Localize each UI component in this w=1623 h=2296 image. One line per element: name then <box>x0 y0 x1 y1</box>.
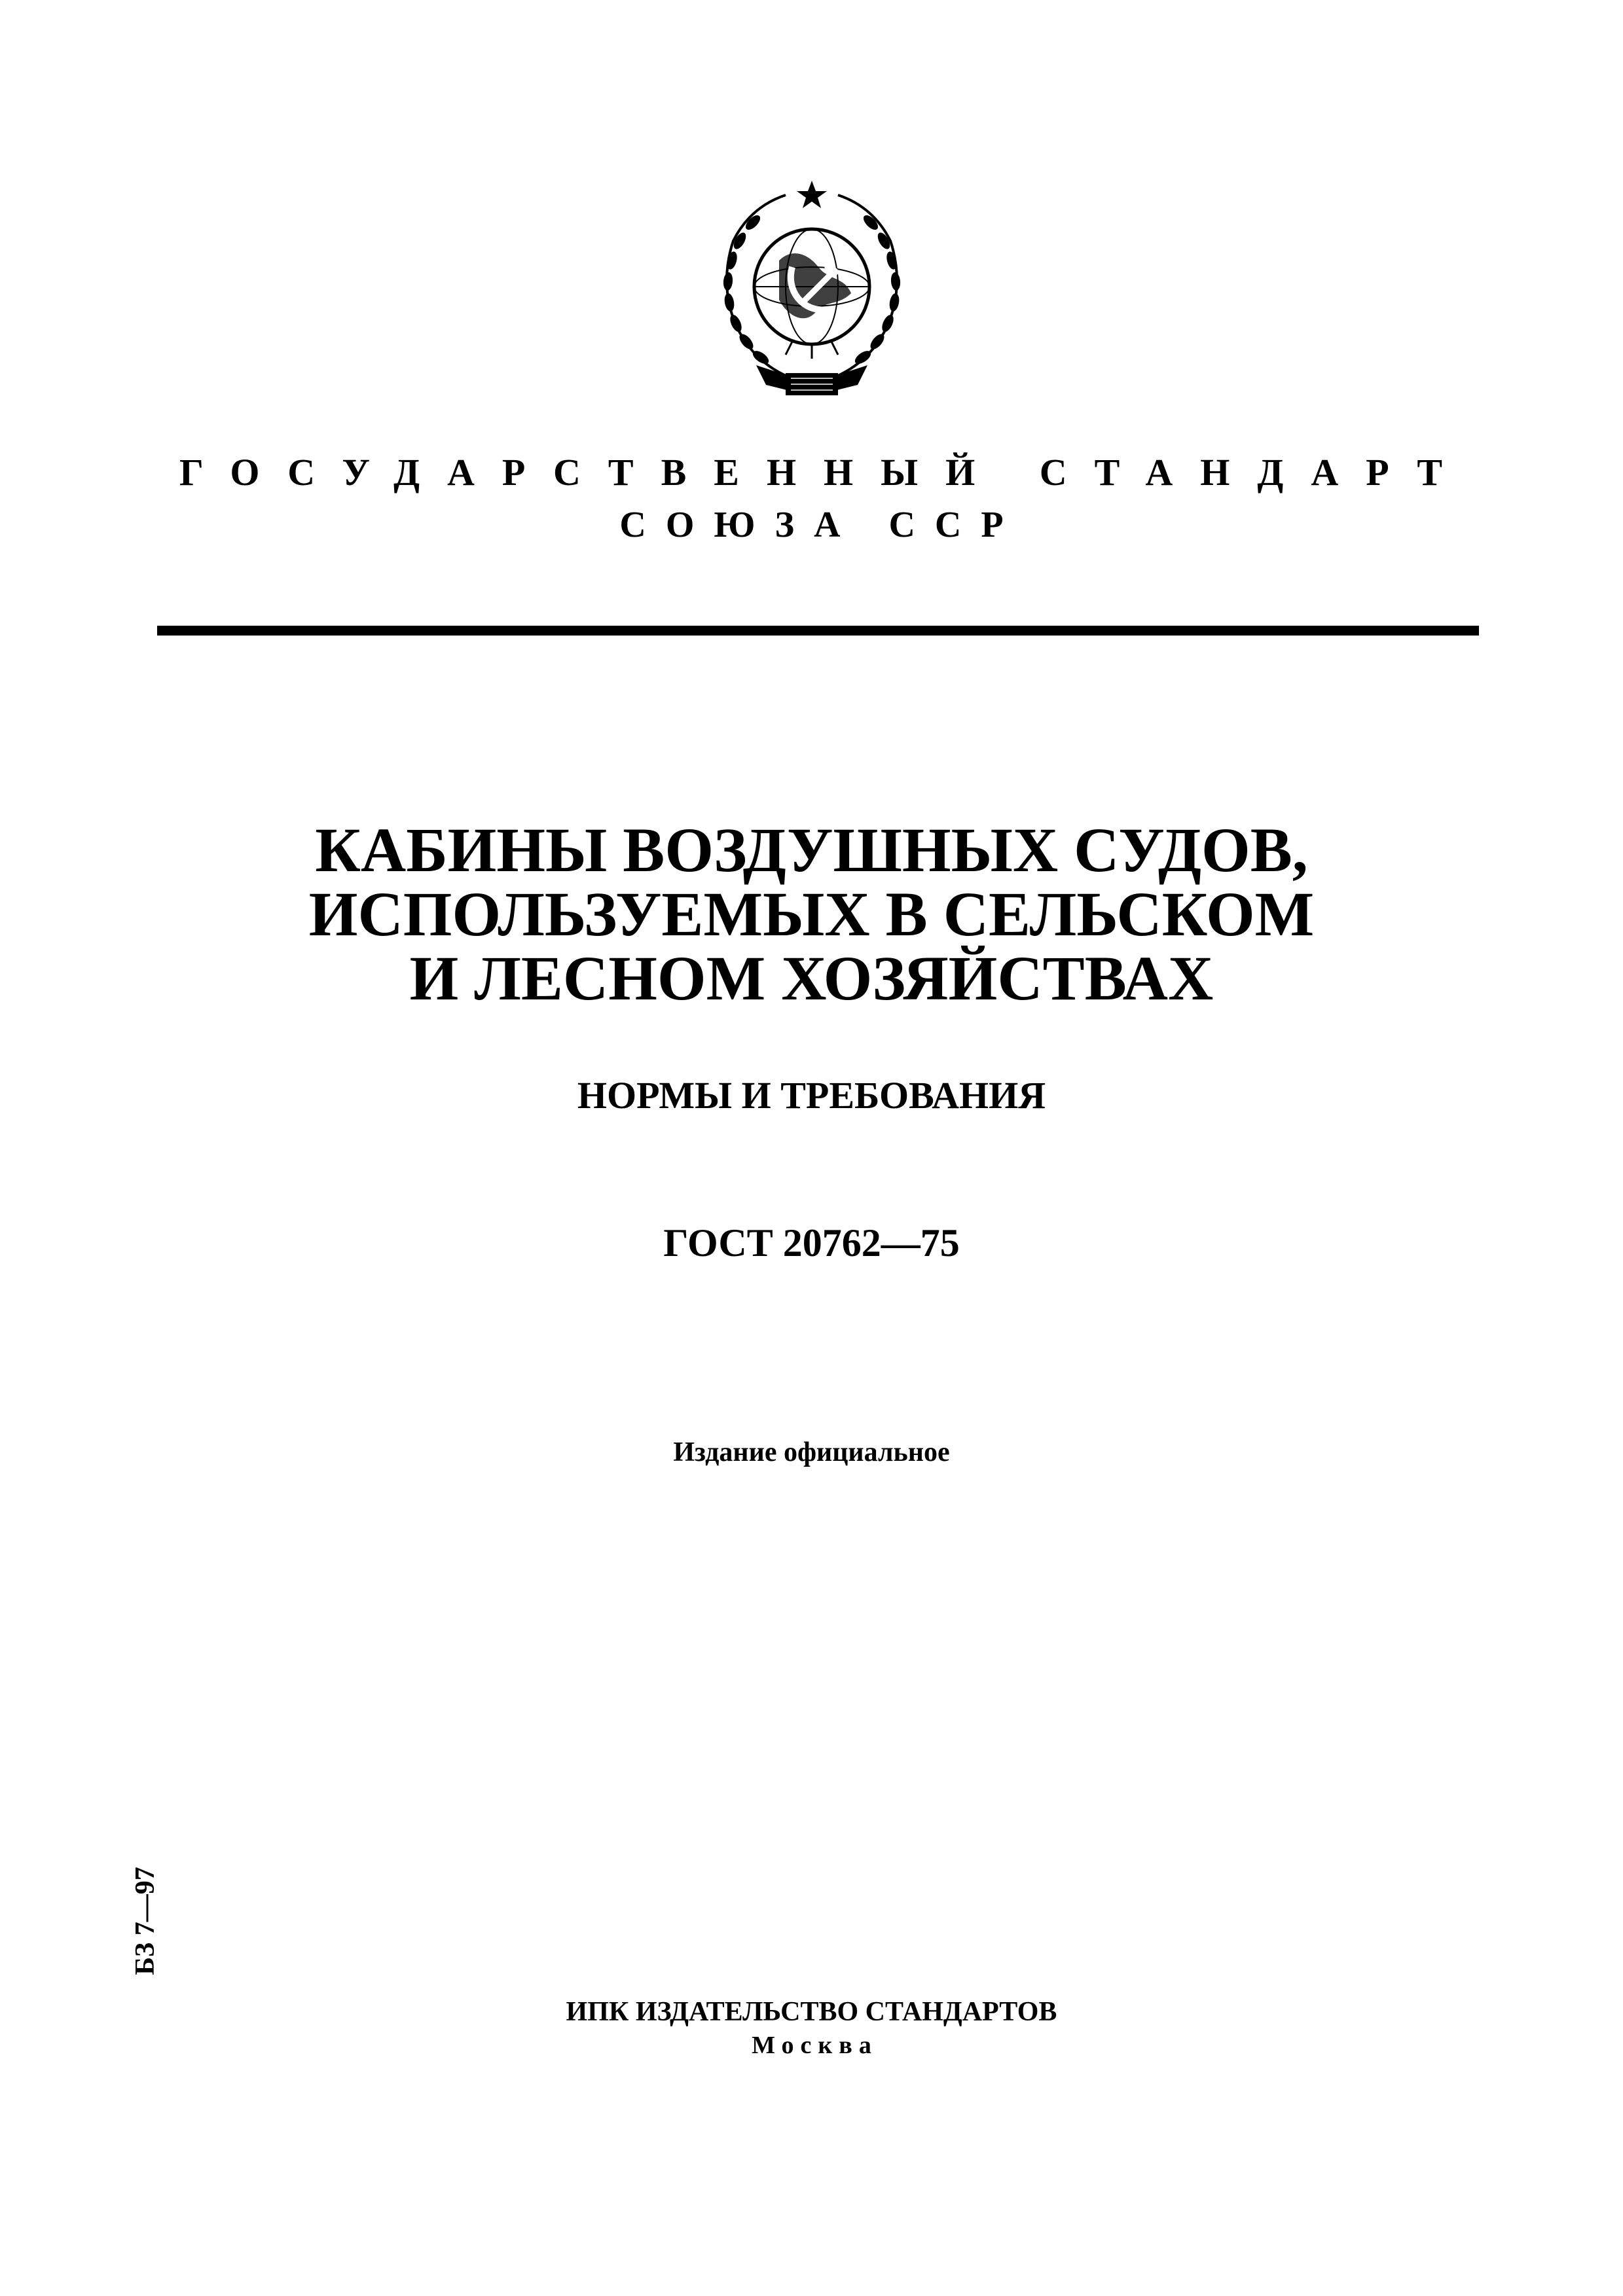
header-state-standard: ГОСУДАРСТВЕННЫЙ СТАНДАРТ <box>179 451 1470 493</box>
header-divider <box>157 626 1479 636</box>
document-subtitle: НОРМЫ И ТРЕБОВАНИЯ <box>577 1074 1046 1117</box>
standard-code: ГОСТ 20762—75 <box>663 1221 960 1265</box>
publisher-city: Москва <box>752 2032 878 2059</box>
document-title-line: ИСПОЛЬЗУЕМЫХ В СЕЛЬСКОМ <box>308 879 1315 949</box>
edition-note: Издание официальное <box>673 1437 950 1467</box>
document-title-line: И ЛЕСНОМ ХОЗЯЙСТВАХ <box>409 943 1214 1013</box>
document-title-line: КАБИНЫ ВОЗДУШНЫХ СУДОВ, <box>315 815 1308 885</box>
publisher-name: ИПК ИЗДАТЕЛЬСТВО СТАНДАРТОВ <box>566 1997 1057 2027</box>
ussr-coat-of-arms-icon <box>694 169 930 411</box>
document-title <box>0 815 1623 1013</box>
header-ussr: СОЮЗА ССР <box>619 505 1023 545</box>
side-catalog-code: БЗ 7—97 <box>130 1867 160 1975</box>
